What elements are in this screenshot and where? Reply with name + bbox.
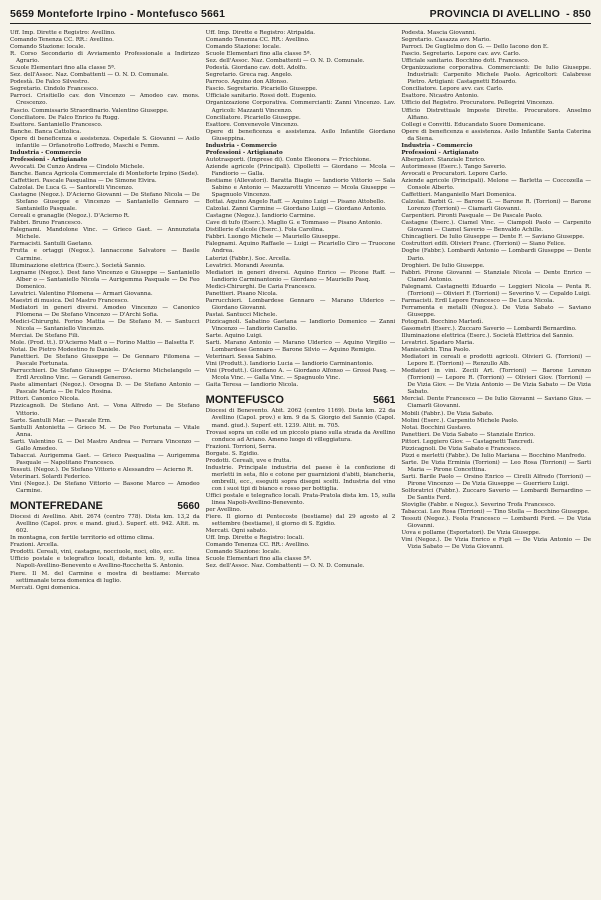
info-line: Comando Stazione: locale. — [10, 44, 86, 51]
directory-entry: Castagne (Negoz.). Iandiorio Carmine. — [205, 213, 316, 220]
section-title: Industria - Commercio — [10, 149, 82, 156]
directory-entry: Solforatrici (Fabbr.). Zuccaro Saverio — Lombardi Bernardino — De Santis Ferd. — [401, 488, 592, 502]
town-intro-line: Fiere. Il giorno di Pentecoste (bestiame) dal 29 agosto al 2 settembre (bestiame), il giorno di S. Egidio. — [205, 514, 396, 528]
directory-entry: Panettieri. De Stefano Giuseppe — De Gennaro Filomena — Pascale Fortunata. — [10, 354, 200, 368]
directory-entry: Mole. (Prod. tt.). D'Acierno Matt o — Forino Mattio — Balsetta F. — [10, 340, 195, 347]
info-line: Banche. Banca Cattolica. — [10, 128, 82, 135]
town-intro-line: Frazioni. Arcella. — [10, 542, 59, 549]
town-number: 5661 — [373, 395, 396, 407]
town-intro-line: Prodotti. Cereali, vini, castagne, nocciuole, noci, olio, ecc. — [10, 549, 175, 556]
town-intro-line: Prodotti. Cereali, uve e frutta. — [205, 457, 292, 464]
directory-entry: Mediatori in vini. Zecili Art. (Torrioni) — Barone Lorenzo (Torrioni) — Lepore R. (Torrioni) — Olivieri Giov. (Torrioni) — De Vizia Giov. — De Vizia Antonio — De Vizia Sabato — De Vizia Sabato. — [401, 368, 592, 396]
column-1 — [10, 30, 200, 592]
directory-entry: Vini (Negoz.). De Stefano Vittorio — Basone Marco — Amodeo Carmine. — [10, 481, 200, 495]
directory-entry: Pizzicagnoli. De Vizia Sabato e Francesco. — [401, 445, 522, 452]
directory-entry: Avvocati. De Cunzo Andrea — Cindolo Michele. — [10, 163, 145, 170]
directory-entry: Aziende agricole (Principali). Cipolletti — Giordano — Mcola — Fandiorio — Galla. — [205, 163, 396, 177]
town-intro-line: Sez. dell'Assoc. Naz. Combattenti — O. N. D. Comunale. — [205, 563, 365, 570]
directory-entry: Caffettieri. Pascale Pasqualina — De Simone Elvira. — [10, 177, 157, 184]
town-intro-line: Comando Stazione: locale. — [205, 549, 281, 556]
directory-entry: Parrucchieri. De Stefano Giuseppe — D'Acierno Michelangelo — Erdl Arcolino Vinc. — Gerandi Generoso. — [10, 368, 200, 382]
info-line: Esattore. Santaniello Francesco. — [10, 121, 103, 128]
info-line: Scuole Elementari fino alla classe 5ª. — [205, 51, 312, 58]
directory-entry: Vini (Negoz.). De Vizia Enrico e Figli — De Vizia Antonio — De Vizia Sabato — De Vizia Giovanni. — [401, 537, 592, 551]
info-line: Comando Tenenza CC. RR.: Avellino. — [205, 37, 310, 44]
directory-entry: Paste alimentari (Negoz.). Orsogna D. — De Stefano Antonio — Pascale Maria — De Falco Rosina. — [10, 382, 200, 396]
directory-entry: Mediatori in generi diversi. Aquino Enrico — Picone Raff. — Iandiorio Carminantonio — Giordano — Mauriello Pasq. — [205, 269, 396, 283]
directory-entry: Medici-Chirurghi. Forino Mattia — De Stefano M. — Santucci Nicola — Santaniello Vincenzo. — [10, 318, 200, 332]
town-name: MONTEFREDANE — [10, 500, 103, 513]
directory-entry: Sarte. Aquino Luigi. — [205, 333, 263, 340]
info-line: Podestà. De Falco Silvestro. — [10, 79, 90, 86]
town-intro-line: Mercati. Ogni domenica. — [10, 584, 81, 591]
directory-entry: Mobili (Fabbr.). De Vizia Sabato. — [401, 410, 494, 417]
info-line: Fascio. Segretario. Picariello Giuseppe. — [205, 86, 318, 93]
info-line: Organizzazione Corporativa. Commercianti: Zanni Vincenzo. Lav. Agricoli: Mazzanti Vincenzo. — [205, 100, 396, 114]
directory-entry: Fabbri. Pirone Giovanni — Stanziale Nicola — Dente Enrico — Ciamel Antonio. — [401, 269, 592, 283]
info-line: Uff. Imp. Dirette e Registro: Atripalda. — [205, 30, 316, 36]
directory-entry: Mercial. Dente Francesco — De Iulio Giovanni — Saviano Gius. — Ciamarli Giovanni. — [401, 396, 592, 410]
info-line: Scuole Elementari fino alla classe 5ª. — [10, 65, 116, 72]
directory-entry: Aziende agricole (Principali). Melone — Barletta — Coccozella — Console Alberto. — [401, 177, 592, 192]
directory-entry: Veterinari. Sessa Sabino. — [205, 354, 277, 361]
info-line: Comando Tenenza CC. RR.: Avellino. — [10, 37, 114, 44]
directory-entry: Ferramenta e metalli (Negoz.). De Vizia Sabato — Saviano Giuseppe. — [401, 304, 592, 318]
header-right — [430, 8, 591, 20]
town3-town-heading — [205, 394, 396, 407]
directory-entry: Chincaglieri. De Iulio Giuseppe — Dente F. — Saviano Giuseppe. — [401, 234, 585, 241]
directory-entry: Pittori. Leggiero Giov. — Castagnetti Tancredi. — [401, 438, 535, 445]
info-line: Comando Stazione: locale. — [205, 44, 281, 51]
directory-entry: Fabbri. Luongo Michele — Mauriello Giuseppe. — [205, 234, 340, 241]
town-intro-line: Industrie. Principale industria del paese è la confezione di merletti in seta, filo e cotone per guarnizioni d'abiti, biancheria, ombrelli, ecc., eseguiti sopra disegni scelti. Industria del vino con i suoi tipi di bianco e rosso per bottiglia. — [205, 464, 396, 492]
directory-entry: Sarte. De Vizia Erminia (Torrioni) — Leo Rosa (Torrioni) — Sarti Maria — Pirone Concettina. — [401, 459, 592, 473]
info-line: Collegi e Convitti. Educandato Suore Domenicane. — [401, 121, 546, 128]
town-intro-line: Uffici postale e telegrafico locali. Prata-Pratola dista km. 15, sulla linea Napoli-Avellino-Benevento. — [205, 493, 396, 507]
directory-entry: Falegnami. Mandolone Vinc. — Grieco Gaet. — Annunziata Michele. — [10, 227, 200, 241]
directory-entry: Falegnami. Aquino Raffaele — Luigi — Picariello Ciro — Truocone Andrea. — [205, 241, 396, 255]
info-line: Opere di beneficenza e assistenza. Ospedale S. Giovanni — Asilo infantile — Orfanotrofio Loffredo, Maschi e Femm. — [10, 135, 200, 149]
town-intro-line: Comando Tenenza CC. RR.: Avellino. — [205, 542, 310, 549]
directory-entry: Fotografi. Bocchino Martedì. — [401, 318, 484, 325]
info-line: Podestà. Giordano cav. dott. Adolfo. — [205, 65, 307, 72]
directory-entry: Illuminazione elettrica (Eserc.). Società Sannio. — [10, 262, 146, 269]
directory-entry: Maniscalchi. Tina Paolo. — [401, 347, 471, 354]
info-line: Conciliatore. Lepore avv. cav. Carlo. — [401, 86, 504, 93]
directory-entry: Castagne (Negoz.). D'Acierno Giovanni — De Stefano Nicola — De Stefano Giuseppe e Vincenzo — Santaniello Gennaro — Santaniello Pasquale. — [10, 192, 200, 213]
header-left: 5659 Monteforte Irpino - Montefusco 5661 — [10, 8, 226, 20]
town-intro-line: Fiere. Il M. del Carmine e mostra di bestiame: Mercato settimanale terza domenica di luglio. — [10, 570, 200, 584]
directory-entry: Bestiame (Allevatori). Baratta Biagio — Iandiorio Vittorio — Sala Sabino e Antonio — Mazzarotti Vincenzo — Mcola Giuseppe — Spagnuolo Vincenzo. — [205, 177, 396, 199]
directory-entry: Gaita Teresa — Iandiorio Nicola. — [205, 382, 299, 389]
info-line: R. Corso Secondario di Avviamento Professionale a Indirizzo Agrario. — [10, 51, 200, 65]
directory-entry: Calzolai. Barbit G. — Barone G. — Barone R. (Torrioni) — Barone Lorenzo (Torrioni) — Ciamarli Giovanni. — [401, 199, 592, 213]
town2-town-heading — [10, 500, 200, 513]
info-line: Opere di beneficenza e assistenza. Asilo Infantile Santa Caterina da Siena. — [401, 128, 592, 142]
info-line: Parroco. Aquino don Alfonso. — [205, 79, 289, 86]
directory-entry: Tessuti. (Negoz.). De Stefano Vittorio e Alessandro — Acierno R. — [10, 466, 194, 473]
columns — [10, 30, 591, 592]
directory-entry: Cave di tufo (Eserc.). Maglio G. e Tommaso — Pisano Antonio. — [205, 220, 382, 227]
directory-entry: Pastai. Santucci Michele. — [205, 311, 278, 318]
info-line: Parroci. Crisitiello cav. don Vincenzo — Amodeo cav. mons. Crescenzo. — [10, 93, 200, 107]
town-intro-line: Diocesi di Benevento. Abit. 2062 (centro 1169). Dista km. 22 da Avellino (Capol. prov.) e km. 9 da S. Giorgio del Sannio (Capol. mand. giud.). Superf. ett. 1239. Altit. m. 705. — [205, 408, 396, 429]
info-line: Parroci. De Guglielmo don G. — Dello Iacono don E. — [401, 44, 549, 51]
directory-entry: Mediatori in cereali e prodotti agricoli. Olivieri G. (Torrioni) — Lepore E. (Torrioni) — Renzullo Alb. — [401, 354, 592, 368]
directory-entry: Pizzicagnoli. De Stefano Ant. — Vona Alfredo — De Stefano Vittorio. — [10, 403, 200, 417]
directory-entry: Avvocati e Procuratori. Lepore Carlo. — [401, 170, 508, 177]
directory-entry: Farmacisti. Erdl Lepore Francesco — De Luca Nicola. — [401, 297, 555, 304]
section-subtitle: Professioni - Artigianato — [205, 149, 283, 156]
directory-entry: Sarti. Barile Paolo — Orsino Enrico — Cirelli Alfredo (Torrioni) — Pirone Vincenzo — De Vizia Giuseppe — Guerriero Luigi. — [401, 473, 592, 487]
directory-entry: Tabaccai. Leo Rosa (Torrioni) — Tino Stella — Bocchino Giuseppe. — [401, 509, 590, 516]
info-line: Fascio. Commissario Straordinario. Valentino Giuseppe. — [10, 107, 169, 114]
directory-entry: Legname (Negoz.). Dest fano Vincenzo e Giuseppe — Santaniello Alber o — Santaniello Nicola — Aurigemma Pasquale — De Feo Domenico. — [10, 269, 200, 290]
directory-entry: Farmacisti. Santulli Gaetano. — [10, 241, 93, 248]
directory-entry: Pizzicagnoli. Sabatino Gaetana — Iandiorio Domenico — Zanni Vincenzo — Iandiorio Canelio. — [205, 318, 396, 332]
directory-entry: Frutta e ortaggi (Negoz.). Iannaccone Salvatore — Basile Carmine. — [10, 248, 200, 262]
directory-entry: Banche. Banca Agricola Commerciale di Monteforte Irpino (Sede). — [10, 170, 199, 177]
info-line: Sez. dell'Assoc. Naz. Combattenti — O. N. D. Comunale. — [10, 72, 169, 79]
section-subtitle: Professioni - Artigianato — [401, 149, 479, 156]
directory-entry: Vini (Produtt.). Giordano A. — Giordano Alfonso — Grossi Pasq. — Mcola Vinc. — Galla Vinc. — Spagnuolo Vinc. — [205, 368, 396, 382]
directory-entry: Mediatori in generi diversi. Amodeo Vincenzo — Canonico Filomena — De Stefano Vincenzo — D'Archi Sofia. — [10, 304, 200, 318]
directory-entry: Merciai. De Stefano Fili. — [10, 333, 80, 340]
directory-entry: Autorimesse (Eserc.). Tango Saverio. — [401, 163, 507, 170]
info-line: Organizzazione corporativa. Commercianti: De Iulio Giuseppe. Industriali: Carpenito Michele Paolo. Agricoltori: Calabrese Pietro. Artigiani: Castagnetti Edoardo. — [401, 65, 592, 86]
town-intro-line: Borgate. S. Egidio. — [205, 450, 259, 457]
town-intro-line: Uff. Imp. Dirette e Registro: locali. — [205, 535, 304, 542]
info-line: Ufficiale sanitario. Rossi dott. Eugenio. — [205, 93, 317, 100]
info-line: Conciliatore. De Falco Enrico fu Rugg. — [10, 114, 120, 121]
directory-entry: Stoviglie (Fabbr. e Negoz.). Severino Trofa Francesco. — [401, 502, 556, 509]
info-line: Sez. dell'Assoc. Naz. Combattenti — O. N. D. Comunale. — [205, 58, 365, 65]
directory-entry: Notai. De Pietro Modestino fu Daniele. — [10, 347, 121, 354]
header-page-number: - 850 — [566, 8, 591, 20]
town-number: 5660 — [177, 501, 200, 513]
section-title: Industria - Commercio — [205, 142, 277, 149]
info-line: Ufficio Distrettuale Imposte Dirette. Procuratore. Anselmo Alfiano. — [401, 107, 592, 121]
directory-entry: Molini (Eserc.). Carpenito Michele Paolo. — [401, 417, 519, 424]
directory-entry: Doghe (Fabbr.). Lombardi Antonio — Lombardi Giuseppe — Dente Dario. — [401, 248, 592, 262]
directory-entry: Fabbri. Bruno Francesco. — [10, 220, 83, 227]
info-line: Esattore. Convenevole Vincenzo. — [205, 121, 299, 128]
directory-entry: Uova e pollame (Esportatori). De Vizia Giuseppe. — [401, 530, 541, 537]
info-line: Podestà. Mascia Giovanni. — [401, 30, 477, 36]
page-header — [10, 8, 591, 24]
directory-entry: Pittori. Canonico Nicola. — [10, 396, 80, 403]
directory-entry: Pizzi e merletti (Fabbr.). De Iulio Mariana — Bocchino Manfredo. — [401, 452, 586, 459]
directory-entry: Tessuti (Negoz.). Feola Francesco — Lombardi Ferd. — De Vizia Giovanni. — [401, 516, 592, 530]
town-intro-line: In montagna, con fertile territorio ed ottimo clima. — [10, 535, 155, 542]
column-2 — [206, 30, 396, 592]
info-line: Segretario. Casazza avv. Mario. — [401, 37, 491, 44]
directory-entry: Carpentieri. Pironti Pasquale — De Pascale Paolo. — [401, 213, 543, 220]
info-line: Esattore. Nicastro Antonio. — [401, 93, 479, 100]
directory-entry: Caffettieri. Manganiello Mari Domenica. — [401, 192, 517, 199]
info-line: Segretario. Greca rag. Angelo. — [205, 72, 293, 79]
info-line: Conciliatore. Picariello Giuseppe. — [205, 114, 301, 121]
directory-entry: Falegnami. Castagnetti Eduardo — Leggieri Nicola — Penta R. (Torrioni) — Olivieri F. (Torrioni) — Severino V. — Cepaldo Luigi. — [401, 283, 592, 297]
section-title: Industria - Commercio — [401, 142, 473, 149]
section-subtitle: Professioni - Artigianato — [10, 156, 88, 163]
directory-entry: Santulli Antonietta — Grieco M. — De Feo Fortunata — Vitale Anna. — [10, 424, 200, 438]
directory-entry: Gasometri (Eserc.). Zuccaro Saverio — Lombardi Bernardino. — [401, 325, 577, 332]
info-line: Fascio. Segretario. Lepore cav. avv. Carlo. — [401, 51, 521, 58]
info-line: Ufficio del Registro. Procuratore. Pellegrini Vincenzo. — [401, 100, 554, 107]
column-3 — [401, 30, 591, 592]
directory-entry: Panettieri. De Vizia Sabato — Stanziale Enrico. — [401, 431, 536, 438]
directory-entry: Notai. Bocchini Gustavo. — [401, 424, 472, 431]
town-intro-line: Scuole Elementari fino alla classe 5ª. — [205, 556, 312, 563]
directory-entry: Panettieri. Pisano Nicola. — [205, 290, 278, 297]
directory-entry: Laterizi (Fabbr.). Soc. Arcella. — [205, 255, 291, 262]
header-province: PROVINCIA DI AVELLINO — [429, 8, 561, 20]
directory-entry: Cereali e granaglie (Negoz.). D'Acierno R. — [10, 213, 130, 220]
directory-entry: Autotrasporti. (Imprese di). Conte Eleonora — Fricchione. — [205, 156, 371, 163]
info-line: Ufficiale sanitario. Bocchino dott. Francesco. — [401, 58, 530, 65]
directory-entry: Levatrici. Valentino Filomena — Armari Giovanna. — [10, 290, 153, 297]
directory-entry: Costruttori edili. Olivieri Franc. (Torrioni) — Siano Felice. — [401, 241, 566, 248]
town-intro-line: Frazioni. Torrioni, Serra. — [205, 443, 277, 450]
directory-entry: Veterinari. Solardi Federico. — [10, 473, 91, 480]
town-intro-line: Trovasi sopra un colle ed un piccolo piano sulla strada da Avellino conduce ad Ariano. Ameno luogo di villeggiatura. — [205, 429, 396, 443]
town-name: MONTEFUSCO — [205, 394, 284, 407]
directory-entry: Castagne (Eserc.). Ciamel Vinc. — Ciampoli Paolo — Carpenito Giovanni — Ciamel Saverio — Benvaldo Achille. — [401, 220, 592, 234]
info-line: Opere di beneficenza e assistenza. Asilo Infantile Giordano Giuseppina. — [205, 128, 396, 142]
directory-entry: Sarti. Valentino G. — Del Mastro Andrea — Ferrara Vincenzo — Gallo Amedeo. — [10, 438, 200, 452]
town-intro-line: Ufficio postale e telegrafico locali, distante km. 9, sulla linea Napoli-Avellino-Benevento e Avellino-Rocchetta S. Antonio. — [10, 556, 200, 570]
directory-entry: Vini (Produtt.). Iandiorio Lucia — Iandiorio Carminantonio. — [205, 361, 374, 368]
directory-entry: Sarti. Marano Antonio — Marano Ulderico — Aquino Virgilio — Lombardese Gennaro — Barone Silvio — Aquino Remigio. — [205, 340, 396, 354]
directory-entry: Bottai. Aquino Angelo Raff. — Aquino Luigi — Pisano Attobello. — [205, 199, 386, 206]
directory-entry: Levatrici. Spadaro Maria. — [401, 340, 475, 347]
directory-entry: Albergatori. Stanziale Enrico. — [401, 156, 486, 163]
directory-entry: Illuminazione elettrica (Eserc.). Società Elettrica del Sannio. — [401, 333, 574, 340]
directory-entry: Tabaccai. Aurigemma Gaet. — Grieco Pasqualina — Aurigemma Pasquale — Napolitano Francesco. — [10, 452, 200, 466]
info-line: Segretario. Cindolo Francesco. — [10, 86, 99, 93]
town-intro-line: Mercati. Ogni sabato. — [205, 528, 268, 535]
directory-entry: Calzolai. De Luca G. — Santorelli Vincenzo. — [10, 185, 134, 192]
town-intro-line: Diocesi di Avellino. Abit. 2674 (centro 778). Dista km. 13,2 da Avellino (Capol. prov. e mand. giud.). Superf. ett. 942. Altit. m. 602. — [10, 514, 200, 535]
directory-entry: Maestri di musica. Del Mastro Francesco. — [10, 297, 129, 304]
directory-entry: Levatrici. Morandi Assunta. — [205, 262, 285, 269]
directory-entry: Distillerie d'alcole (Eserc.). Fola Carolina. — [205, 227, 325, 234]
directory-entry: Droghieri. De Iulio Giuseppe. — [401, 262, 485, 269]
directory-entry: Sarte. Santulli Mar. — Pascale Erm. — [10, 417, 112, 424]
directory-entry: Parrucchieri. Lombardese Gennaro — Marano Ulderico — Giordano Giovanni. — [205, 297, 396, 311]
town-intro-line: per Avellino. — [205, 507, 242, 514]
directory-entry: Medici-Chirurghi. De Caria Francesco. — [205, 283, 316, 290]
info-line: Uff. Imp. Dirette e Registro: Avellino. — [10, 30, 116, 36]
directory-entry: Calzolai. Zanni Carmine — Giordano Luigi — Giordano Antonio. — [205, 206, 387, 213]
